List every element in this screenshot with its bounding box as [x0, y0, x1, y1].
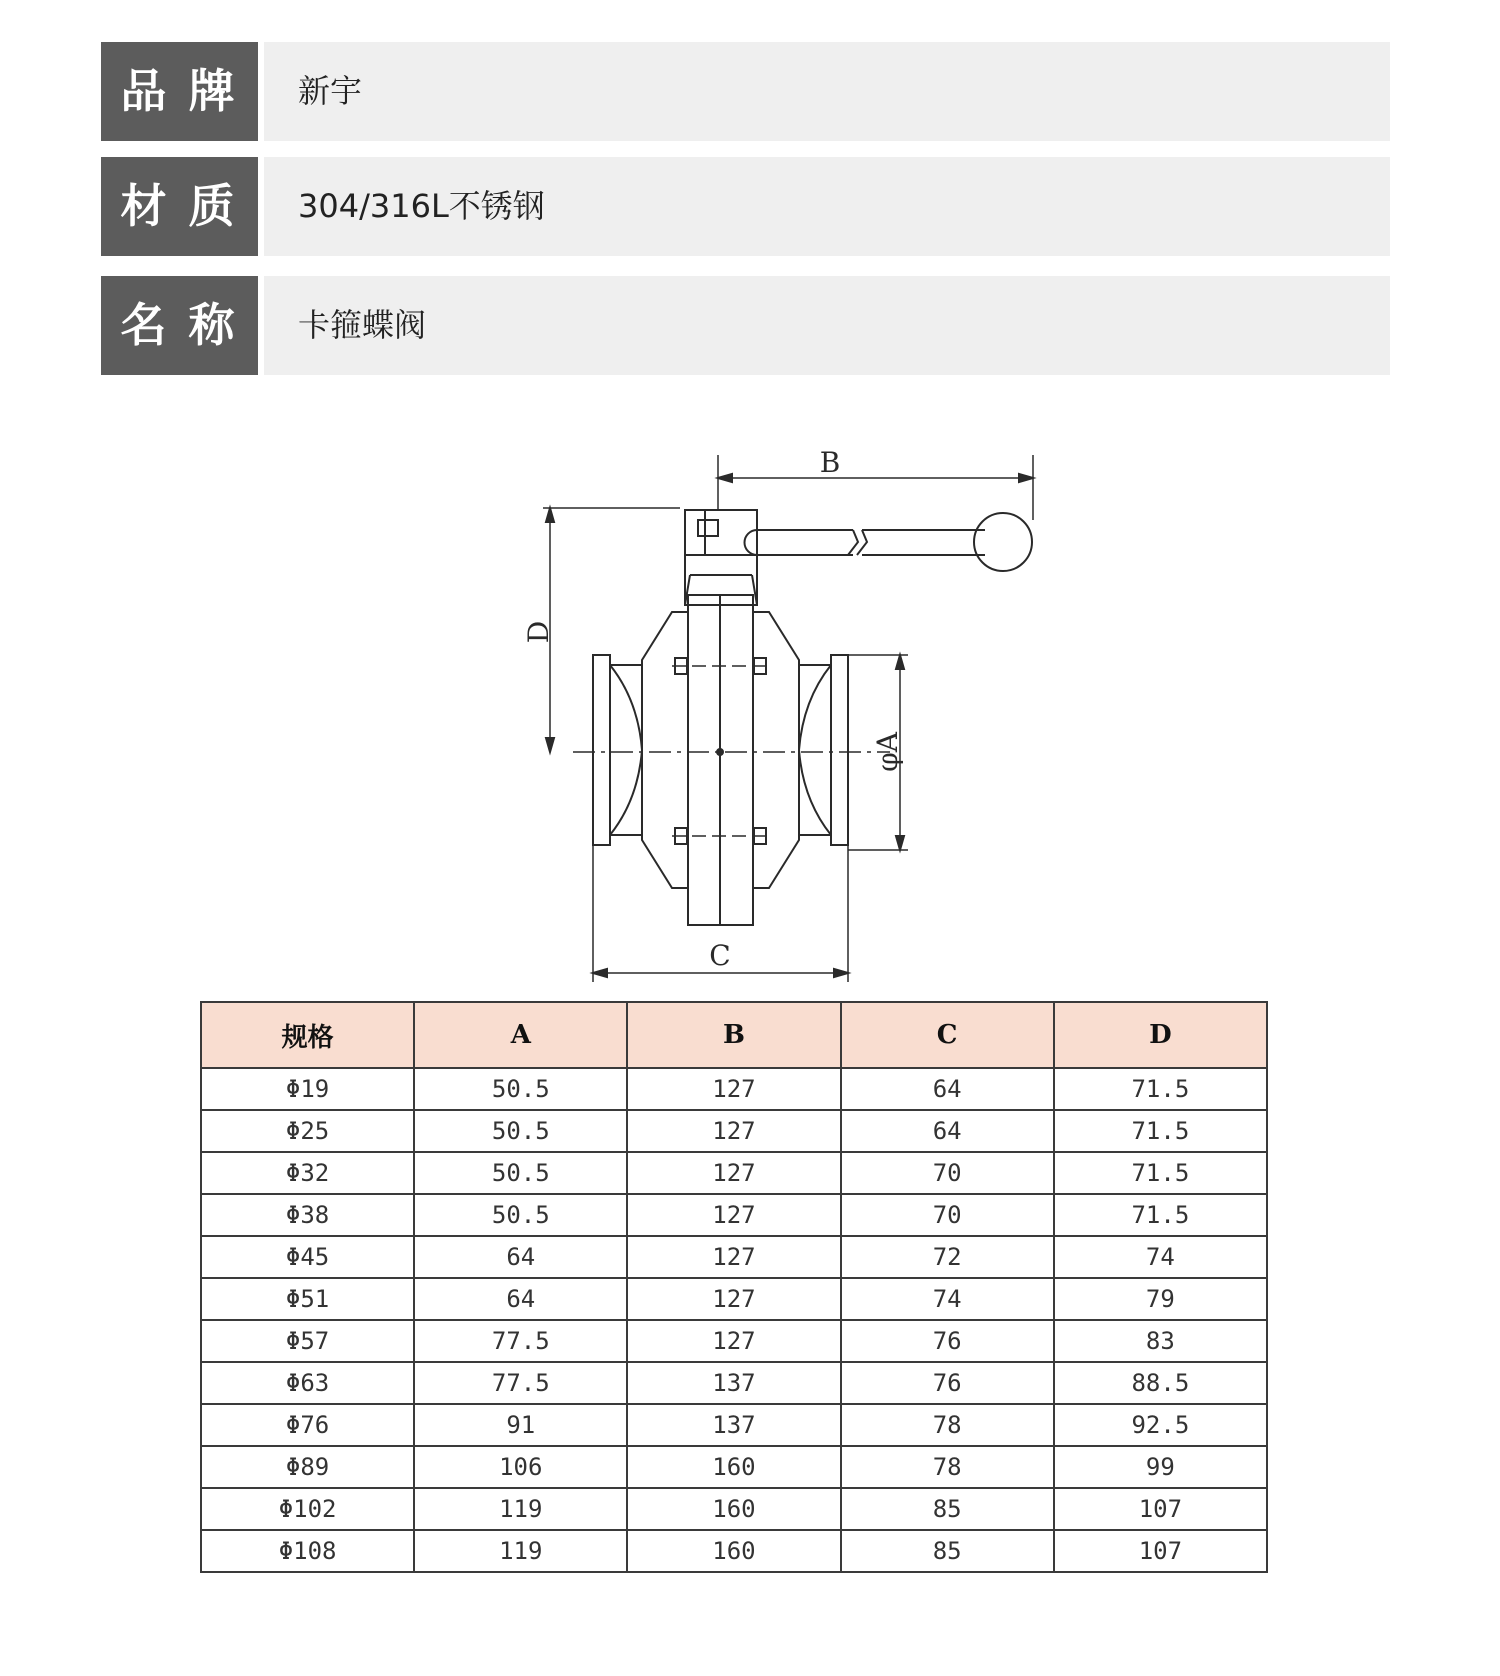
cell-c: 70	[841, 1152, 1054, 1194]
cell-b: 127	[627, 1194, 840, 1236]
cell-spec: Φ89	[201, 1446, 414, 1488]
cell-c: 85	[841, 1530, 1054, 1572]
cell-c: 74	[841, 1278, 1054, 1320]
cell-a: 50.5	[414, 1068, 627, 1110]
cell-b: 127	[627, 1152, 840, 1194]
info-label-brand: 品牌	[101, 42, 258, 141]
cell-a: 77.5	[414, 1320, 627, 1362]
cell-b: 160	[627, 1446, 840, 1488]
table-row	[201, 1404, 1267, 1446]
cell-d: 107	[1054, 1488, 1267, 1530]
cell-a: 50.5	[414, 1152, 627, 1194]
cell-d: 74	[1054, 1236, 1267, 1278]
cell-d: 88.5	[1054, 1362, 1267, 1404]
header-b: B	[627, 1002, 840, 1068]
cell-d: 79	[1054, 1278, 1267, 1320]
table-row	[201, 1446, 1267, 1488]
table-row	[201, 1320, 1267, 1362]
cell-a: 77.5	[414, 1362, 627, 1404]
cell-a: 50.5	[414, 1110, 627, 1152]
header-d: D	[1054, 1002, 1267, 1068]
cell-d: 83	[1054, 1320, 1267, 1362]
dim-label-b: B	[819, 446, 841, 479]
table-row	[201, 1278, 1267, 1320]
header-a: A	[414, 1002, 627, 1068]
cell-b: 137	[627, 1362, 840, 1404]
table-row	[201, 1362, 1267, 1404]
cell-c: 85	[841, 1488, 1054, 1530]
cell-b: 137	[627, 1404, 840, 1446]
cell-d: 92.5	[1054, 1404, 1267, 1446]
cell-d: 71.5	[1054, 1152, 1267, 1194]
cell-spec: Φ45	[201, 1236, 414, 1278]
table-row	[201, 1110, 1267, 1152]
cell-c: 64	[841, 1068, 1054, 1110]
cell-a: 119	[414, 1488, 627, 1530]
cell-c: 72	[841, 1236, 1054, 1278]
cell-b: 127	[627, 1068, 840, 1110]
spec-table	[200, 1001, 1268, 1573]
cell-c: 64	[841, 1110, 1054, 1152]
cell-c: 70	[841, 1194, 1054, 1236]
cell-c: 78	[841, 1446, 1054, 1488]
dim-label-d: D	[522, 620, 555, 644]
cell-spec: Φ108	[201, 1530, 414, 1572]
cell-spec: Φ25	[201, 1110, 414, 1152]
dim-label-a: φA	[871, 732, 904, 772]
info-value-material: 304/316L不锈钢	[264, 157, 1390, 256]
cell-c: 76	[841, 1362, 1054, 1404]
cell-b: 127	[627, 1110, 840, 1152]
header-c: C	[841, 1002, 1054, 1068]
cell-a: 106	[414, 1446, 627, 1488]
cell-b: 127	[627, 1236, 840, 1278]
info-value-name: 卡箍蝶阀	[264, 276, 1390, 375]
dim-label-c: C	[709, 939, 731, 972]
cell-spec: Φ63	[201, 1362, 414, 1404]
cell-a: 50.5	[414, 1194, 627, 1236]
cell-spec: Φ102	[201, 1488, 414, 1530]
info-label-name: 名称	[101, 276, 258, 375]
table-row	[201, 1236, 1267, 1278]
cell-a: 64	[414, 1236, 627, 1278]
table-header-row	[201, 1002, 1267, 1068]
cell-b: 127	[627, 1320, 840, 1362]
cell-d: 99	[1054, 1446, 1267, 1488]
info-label-material: 材质	[101, 157, 258, 256]
table-row	[201, 1488, 1267, 1530]
cell-spec: Φ76	[201, 1404, 414, 1446]
cell-d: 71.5	[1054, 1194, 1267, 1236]
table-row	[201, 1194, 1267, 1236]
cell-a: 91	[414, 1404, 627, 1446]
info-value-brand: 新宇	[264, 42, 1390, 141]
cell-d: 71.5	[1054, 1068, 1267, 1110]
cell-d: 107	[1054, 1530, 1267, 1572]
cell-a: 119	[414, 1530, 627, 1572]
cell-c: 78	[841, 1404, 1054, 1446]
cell-spec: Φ51	[201, 1278, 414, 1320]
cell-spec: Φ19	[201, 1068, 414, 1110]
table-row	[201, 1068, 1267, 1110]
cell-b: 160	[627, 1530, 840, 1572]
cell-spec: Φ57	[201, 1320, 414, 1362]
cell-a: 64	[414, 1278, 627, 1320]
table-row	[201, 1530, 1267, 1572]
cell-c: 76	[841, 1320, 1054, 1362]
header-spec: 规格	[201, 1002, 414, 1068]
cell-spec: Φ32	[201, 1152, 414, 1194]
cell-b: 127	[627, 1278, 840, 1320]
cell-d: 71.5	[1054, 1110, 1267, 1152]
table-row	[201, 1152, 1267, 1194]
cell-b: 160	[627, 1488, 840, 1530]
cell-spec: Φ38	[201, 1194, 414, 1236]
